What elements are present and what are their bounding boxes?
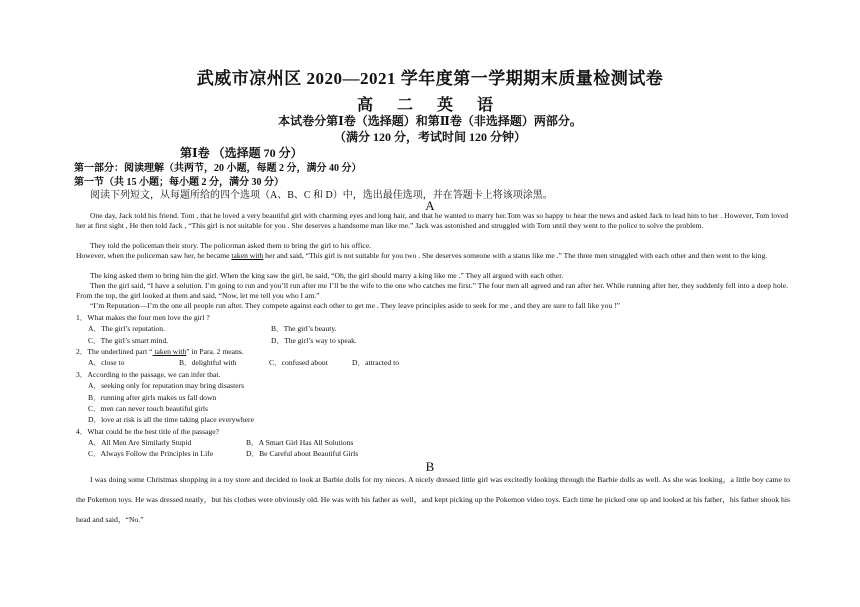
passage-a-paragraph-6: “I’m Reputation—I’m the one all people run after. They compete against each other to get me . They leave principles aside to seek for me , and they are sure to fall like you !” bbox=[90, 301, 621, 310]
score-time-note: （满分 120 分，考试时间 120 分钟） bbox=[333, 130, 526, 144]
passage-a-paragraph-1: One day, Jack told his friend. Tom , that he loved a very beautiful girl with charming eyes and long hair, and that he wanted to marry her.Tom was so happy to hear the news and asked Jack to lead him to her . However, Tom loved her at first sight , He then told Jack , “This girl is not suitable for you . She deserves a handsome man like me.” Jack was astonished and struggled with Tom until they went to the police to solve the problem. bbox=[76, 211, 788, 231]
section-one-heading: 第一节（共 15 小题；每小题 2 分，满分 30 分） bbox=[74, 177, 284, 188]
question-4: 4．What could be the best title of the passage? bbox=[76, 427, 219, 436]
q2-option-c: C．confused about bbox=[269, 358, 328, 367]
subject-title: 高 二 英 语 bbox=[356, 97, 503, 114]
q4-option-c: C．Always Follow the Principles in Life bbox=[88, 449, 214, 458]
passage-a-paragraph-3: However, when the policeman saw her, he became taken with her and said, “This girl is not suitable for you two . She deserves someone with a status like me .” The three men struggled with each other and then went to the king. bbox=[76, 251, 768, 260]
passage-a-paragraph-2: They told the policeman their story. The policeman asked them to bring the girl to his office. bbox=[90, 241, 371, 250]
volume-one-heading: 第Ⅰ卷 （选择题 70 分） bbox=[180, 146, 303, 160]
q1-option-a: A．The girl’s reputation. bbox=[88, 324, 165, 333]
underlined-phrase: taken with bbox=[231, 251, 264, 260]
q3-option-b: B．running after girls makes us fall down bbox=[88, 393, 217, 402]
exam-title: 武威市凉州区 2020—2021 学年度第一学期期末质量检测试卷 bbox=[196, 69, 664, 88]
passage-a-letter: A bbox=[425, 198, 435, 213]
q1-option-b: B．The girl’s beauty. bbox=[271, 324, 337, 333]
q4-option-a: A．All Men Are Similarly Stupid bbox=[88, 438, 192, 447]
q4-option-d: D．Be Careful about Beautiful Girls bbox=[246, 449, 359, 458]
q3-option-c: C．men can never touch beautiful girls bbox=[88, 404, 208, 413]
q2-option-d: D．attracted to bbox=[352, 358, 400, 367]
q1-option-d: D．The girl’s way to speak. bbox=[271, 336, 357, 345]
instructions: 阅读下列短文，从每题所给的四个选项（A、B、C 和 D）中，选出最佳选项，并在答题卡上将该项涂黑。 bbox=[90, 190, 553, 201]
question-3: 3．According to the passage, we can infer that. bbox=[76, 370, 221, 379]
passage-b-letter: B bbox=[425, 459, 435, 474]
q1-option-c: C．The girl’s smart mind. bbox=[88, 336, 169, 345]
passage-a-paragraph-4: The king asked them to bring him the girl. When the king saw the girl, he said, “Oh, the girl should marry a king like me .” They all argued with each other. bbox=[90, 271, 564, 280]
q4-option-b: B．A Smart Girl Has All Solutions bbox=[246, 438, 354, 447]
q3-option-d: D．love at risk is all the time taking place everywhere bbox=[88, 415, 254, 424]
q2-option-a: A．close to bbox=[88, 358, 125, 367]
part-one-heading: 第一部分：阅读理解（共两节，20 小题，每题 2 分，满分 40 分） bbox=[74, 163, 362, 174]
paper-structure-note: 本试卷分第Ⅰ卷（选择题）和第Ⅱ卷（非选择题）两部分。 bbox=[278, 114, 582, 128]
question-2: 2．The underlined part “ taken with” in Para. 2 means. bbox=[76, 347, 244, 356]
q3-option-a: A．seeking only for reputation may bring disasters bbox=[88, 381, 245, 390]
passage-b-paragraph-1: I was doing some Christmas shopping in a toy store and decided to look at Barbie dolls for my nieces. A nicely dressed little girl was excitedly looking through the Barbie dolls as well. As she was looking，a little boy came to the Pokemon toys. He was dressed neatly，but his clothes were obviously old. He was with his father as well，and kept picking up the Pokemon video toys. Each time he picked one up and looked at his father，his father shook his head and said，“No.” bbox=[76, 475, 790, 524]
question-1: 1．What makes the four men love the girl ? bbox=[76, 313, 210, 322]
passage-a-paragraph-5: Then the girl said, “I have a solution. I’m going to run and you’ll run after me I’ll be the wife to the one who catches me first.” The four men all agreed and ran after her. While running after her, they suddenly fell into a deep hole. From the top, the girl looked at them and said, “Now, let me tell you who I am.” bbox=[76, 281, 788, 301]
q2-option-b: B．delightful with bbox=[179, 358, 237, 367]
